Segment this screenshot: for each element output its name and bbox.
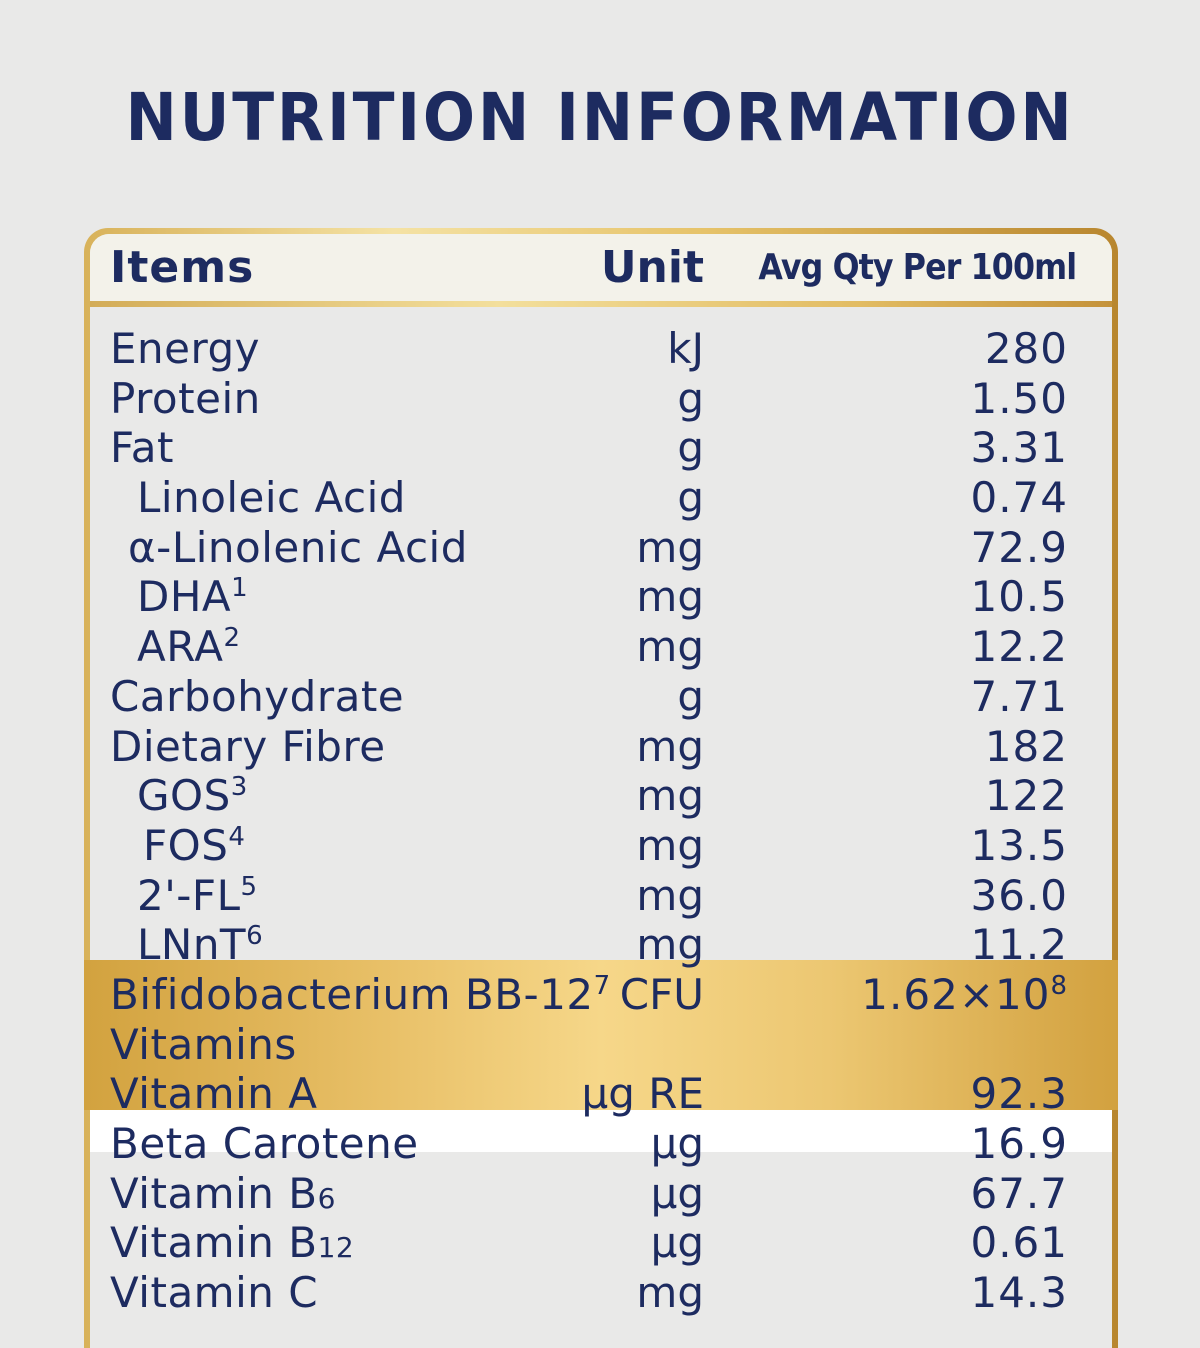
item-unit: mg (636, 572, 704, 622)
nutrition-table (90, 234, 1112, 1348)
table-row (90, 324, 1112, 374)
item-qty: 36.0 (970, 870, 1068, 920)
item-qty: 0.74 (970, 473, 1068, 523)
footnote-marker: 3 (230, 772, 248, 803)
table-row (90, 622, 1112, 672)
item-name: FOS$^4$ (143, 820, 246, 870)
item-unit: μg (650, 1218, 704, 1268)
item-name: Vitamin B12 (110, 1218, 355, 1268)
item-name: $2'-FL^5$ (137, 870, 258, 920)
nutrition-table-panel (84, 228, 1118, 1348)
item-name: Vitamin A (110, 1069, 318, 1119)
item-unit: g (677, 423, 704, 473)
item-qty: 13.5 (970, 820, 1068, 870)
item-qty: 280 (984, 324, 1068, 373)
footnote-marker: 4 (228, 821, 246, 852)
item-qty: 14.3 (970, 1268, 1068, 1318)
section-title: Vitamins (110, 1019, 297, 1069)
item-qty: 12.2 (970, 622, 1068, 672)
item-unit: μg (650, 1119, 704, 1168)
item-unit: mg (636, 920, 704, 970)
table-row (90, 1069, 1112, 1119)
item-qty: 0.61 (970, 1218, 1068, 1268)
footnote-marker: 6 (246, 921, 264, 952)
item-unit: CFU (619, 969, 704, 1019)
item-unit: g (677, 671, 704, 721)
table-row (90, 1119, 1112, 1169)
item-unit: mg (636, 820, 704, 870)
item-name: Energy (110, 324, 261, 373)
item-unit: g (677, 473, 704, 523)
table-row (90, 473, 1112, 523)
header-divider (90, 301, 1112, 307)
item-name: Vitamin C (110, 1268, 319, 1318)
table-row (90, 1169, 1112, 1219)
item-name: Linoleic Acid (137, 473, 406, 523)
table-row (90, 523, 1112, 573)
item-unit: g (677, 373, 704, 423)
item-unit: kJ (667, 324, 704, 373)
item-unit: mg (636, 870, 704, 920)
item-unit: μg (650, 1168, 704, 1218)
table-row (90, 920, 1112, 970)
table-row (90, 672, 1112, 722)
subscript: 12 (317, 1231, 355, 1265)
item-name: α-Linolenic Acid (128, 522, 468, 572)
item-name: Carbohydrate (110, 671, 405, 721)
footnote-marker: 7 (593, 970, 611, 1001)
item-name: Vitamin B6 (110, 1168, 336, 1218)
item-name: Beta Carotene (110, 1119, 419, 1168)
item-name: GOS$^3$ (137, 771, 248, 821)
footnote-marker: 1 (231, 573, 249, 604)
item-name: Bifidobacterium $BB-12^7$ (110, 969, 611, 1019)
item-unit: mg (636, 522, 704, 572)
item-qty: 182 (984, 721, 1068, 771)
item-qty: 72.9 (970, 522, 1068, 572)
item-qty: $1.62\times 10^8$ (861, 969, 1068, 1019)
exponent: 8 (1050, 970, 1068, 1001)
item-name: LNnT$^6$ (137, 920, 264, 970)
table-row (90, 871, 1112, 921)
section-heading-vitamins (90, 1020, 1112, 1070)
item-qty: 3.31 (970, 423, 1068, 473)
item-name: Protein (110, 373, 261, 423)
item-unit: mg (636, 622, 704, 672)
item-qty: 67.7 (970, 1168, 1068, 1218)
item-unit: mg (636, 771, 704, 821)
page-title: NUTRITION INFORMATION (125, 79, 1075, 156)
table-row (90, 423, 1112, 473)
table-row (90, 1218, 1112, 1268)
item-name: Dietary Fibre (110, 721, 386, 771)
table-row (90, 771, 1112, 821)
subscript: 6 (317, 1181, 336, 1215)
item-unit: mg (636, 721, 704, 771)
item-qty: 7.71 (970, 671, 1068, 721)
item-qty: 16.9 (970, 1119, 1068, 1168)
item-name: DHA$^1$ (137, 572, 249, 622)
header-unit: Unit (600, 242, 704, 293)
table-row (90, 572, 1112, 622)
table-row (90, 374, 1112, 424)
footnote-marker: 2 (223, 623, 241, 654)
table-row (90, 821, 1112, 871)
item-qty: 122 (984, 771, 1068, 821)
item-qty: 92.3 (970, 1069, 1068, 1119)
item-name: ARA$^2$ (137, 622, 241, 672)
table-row (90, 1268, 1112, 1318)
item-unit: μg RE (581, 1069, 704, 1119)
table-body (90, 324, 1112, 1318)
item-qty: 1.50 (970, 373, 1068, 423)
table-row (90, 970, 1112, 1020)
footnote-marker: 5 (240, 871, 258, 902)
item-name: Fat (110, 423, 175, 473)
item-qty: 11.2 (970, 920, 1068, 970)
item-qty: 10.5 (970, 572, 1068, 622)
table-row (90, 722, 1112, 772)
header-items: Items (110, 242, 255, 293)
header-avg-qty: Avg Qty Per 100ml (758, 247, 1076, 288)
item-unit: mg (636, 1268, 704, 1318)
table-header (90, 234, 1112, 301)
